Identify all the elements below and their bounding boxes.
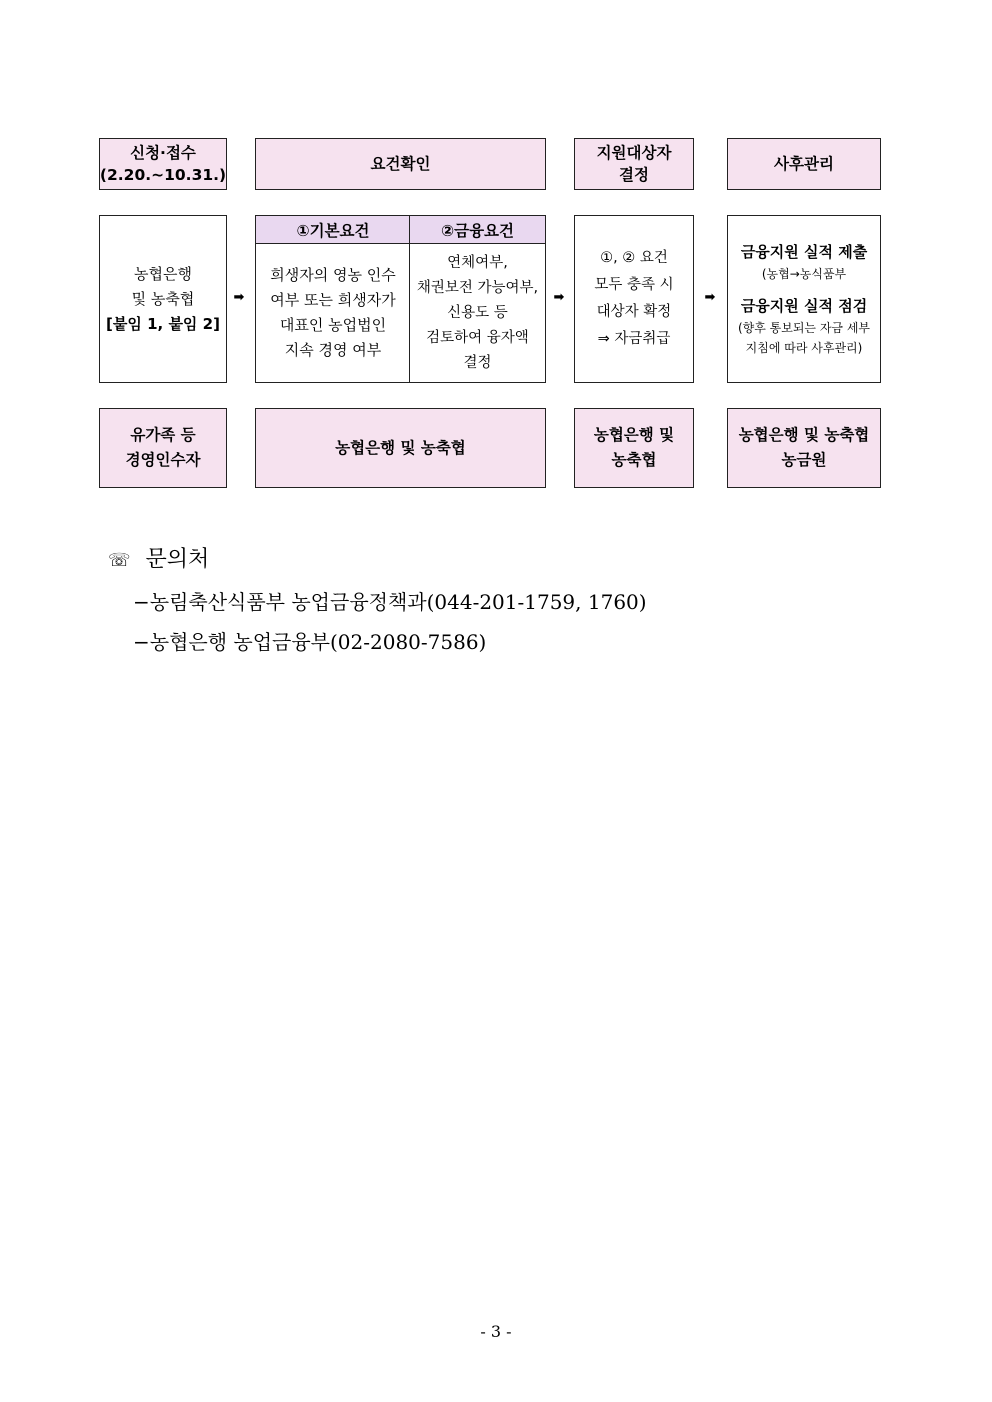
role-apply-line1: 유가족 등	[130, 426, 196, 444]
page-number: - 3 -	[480, 1322, 512, 1341]
finance-requirement-text	[410, 244, 545, 382]
contact-title: 문의처	[145, 547, 210, 572]
finance-requirement-header: ②금융요건	[410, 216, 545, 244]
step-decide-title-line2: 결정	[619, 166, 649, 184]
role-check-text: 농협은행 및 농축협	[335, 439, 466, 457]
role-apply	[99, 408, 227, 488]
step-check-title: 요건확인	[370, 155, 431, 173]
decide-line-4: ⇒ 자금취급	[597, 331, 671, 347]
manage-note-review-1: (향후 통보되는 자금 세부	[737, 321, 871, 335]
basic-requirement-header: ①기본요건	[256, 216, 410, 244]
finance-line-5: 결정	[463, 354, 492, 371]
step-decide-header	[574, 138, 694, 190]
step-decide-body	[574, 215, 694, 383]
step-manage-header	[727, 138, 881, 190]
step-check-header	[255, 138, 546, 190]
finance-line-3: 신용도 등	[447, 304, 508, 321]
step-apply-header	[99, 138, 227, 190]
step-apply-title: 신청·접수	[130, 144, 196, 162]
basic-line-3: 대표인 농업법인	[279, 316, 387, 334]
role-manage-line2: 농금원	[781, 451, 827, 469]
role-decide-line1: 농협은행 및	[593, 426, 675, 444]
basic-line-4: 지속 경영 여부	[284, 341, 382, 359]
finance-line-2: 채권보전 가능여부,	[416, 279, 539, 296]
role-manage	[727, 408, 881, 488]
decide-line-2: 모두 충족 시	[594, 277, 674, 293]
role-decide	[574, 408, 694, 488]
apply-body-line1: 농협은행	[134, 264, 192, 283]
step-apply-body	[99, 215, 227, 383]
manage-note-submit: (농협→농식품부	[761, 267, 847, 281]
basic-line-1: 희생자의 영농 인수	[270, 266, 396, 284]
role-check	[255, 408, 546, 488]
flow-arrow-1: ➡	[233, 290, 245, 305]
finance-line-1: 연체여부,	[447, 254, 508, 271]
step-check-body	[255, 215, 546, 383]
decide-line-1: ①, ② 요건	[600, 250, 668, 266]
manage-note-review-2: 지침에 따라 사후관리)	[745, 341, 863, 355]
basic-line-2: 여부 또는 희생자가	[270, 291, 396, 309]
contact-heading	[108, 542, 209, 573]
flow-arrow-2: ➡	[553, 290, 565, 305]
step-apply-period: (2.20.~10.31.)	[99, 166, 227, 184]
step-decide-title-line1: 지원대상자	[596, 144, 672, 162]
flow-arrow-3: ➡	[704, 290, 716, 305]
role-apply-line2: 경영인수자	[125, 451, 201, 469]
basic-requirement-text	[256, 244, 410, 382]
step-manage-title: 사후관리	[774, 155, 834, 173]
apply-body-line2: 및 농축협	[131, 289, 195, 308]
step-manage-body	[727, 215, 881, 383]
apply-body-attachments: [붙임 1, 붙임 2]	[106, 314, 220, 333]
role-decide-line2: 농축협	[611, 451, 657, 469]
manage-title-submit: 금융지원 실적 제출	[740, 243, 868, 261]
contact-line-bank: −농협은행 농업금융부(02-2080-7586)	[133, 630, 487, 654]
telephone-icon: ☏	[108, 550, 131, 571]
manage-title-review: 금융지원 실적 점검	[740, 297, 868, 315]
finance-line-4: 검토하여 융자액	[426, 329, 529, 346]
contact-line-ministry: −농림축산식품부 농업금융정책과(044-201-1759, 1760)	[133, 590, 647, 614]
role-manage-line1: 농협은행 및 농축협	[738, 426, 870, 444]
decide-line-3: 대상자 확정	[596, 304, 672, 320]
